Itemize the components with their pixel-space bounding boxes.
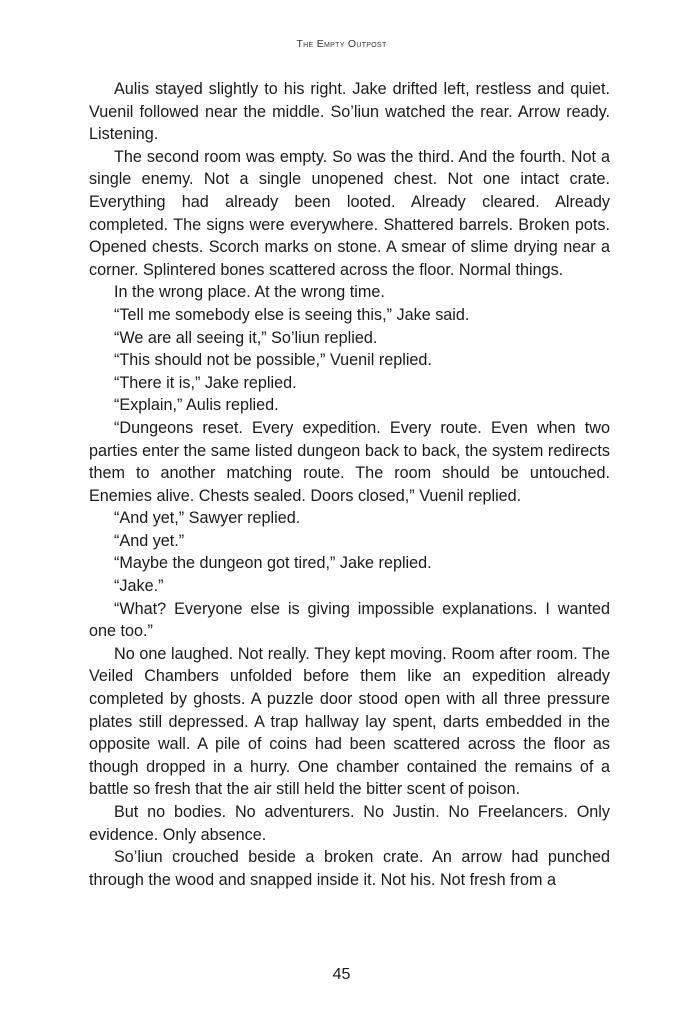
running-header: The Empty Outpost [296, 38, 387, 50]
paragraph: But no bodies. No adventurers. No Justin. No Freelancers. Only evidence. Only absence. [89, 803, 610, 844]
paragraph: “We are all seeing it,” So’liun replied. [114, 328, 378, 347]
paragraph: “Jake.” [114, 577, 164, 596]
paragraph: No one laughed. Not really. They kept moving. Room after room. The Veiled Chambers unfolded before them like an expedition already completed by ghosts. A puzzle door stood open with all three pressure plates still depressed. A trap hallway lay spent, darts embedded in the opposite wall. A pile of coins had been scattered across the floor as though dropped in a hurry. One chamber contained the remains of a battle so fresh that the air still held the bitter scent of poison. [89, 644, 610, 799]
paragraph: The second room was empty. So was the third. And the fourth. Not a single enemy. Not a single unopened chest. Not one intact crate. Everything had already been looted. Already cleared. Already completed. The signs were everywhere. Shattered barrels. Broken pots. Opened chests. Scorch marks on stone. A smear of slime drying near a corner. Splintered bones scattered across the floor. Normal things. [89, 147, 610, 279]
paragraph: “Explain,” Aulis replied. [114, 396, 279, 415]
paragraph: “There it is,” Jake replied. [114, 373, 297, 392]
body-text [89, 78, 610, 891]
page-number: 45 [332, 966, 351, 983]
paragraph: “This should not be possible,” Vuenil replied. [114, 351, 432, 370]
paragraph: “And yet,” Sawyer replied. [114, 509, 301, 528]
paragraph: In the wrong place. At the wrong time. [114, 283, 385, 302]
paragraph: “Dungeons reset. Every expedition. Every route. Even when two parties enter the same listed dungeon back to back, the system redirects them to another matching route. The room should be untouched. Enemies alive. Chests sealed. Doors closed,” Vuenil replied. [89, 418, 610, 505]
paragraph: “Tell me somebody else is seeing this,” Jake said. [114, 305, 470, 324]
paragraph: “And yet.” [114, 531, 185, 550]
paragraph: Aulis stayed slightly to his right. Jake drifted left, restless and quiet. Vuenil followed near the middle. So’liun watched the rear. Arrow ready. Listening. [89, 80, 610, 144]
paragraph: “Maybe the dungeon got tired,” Jake replied. [114, 554, 432, 573]
paragraph: So’liun crouched beside a broken crate. An arrow had punched through the wood and snapped inside it. Not his. Not fresh from a [89, 848, 610, 889]
paragraph: “What? Everyone else is giving impossible explanations. I wanted one too.” [89, 599, 610, 641]
